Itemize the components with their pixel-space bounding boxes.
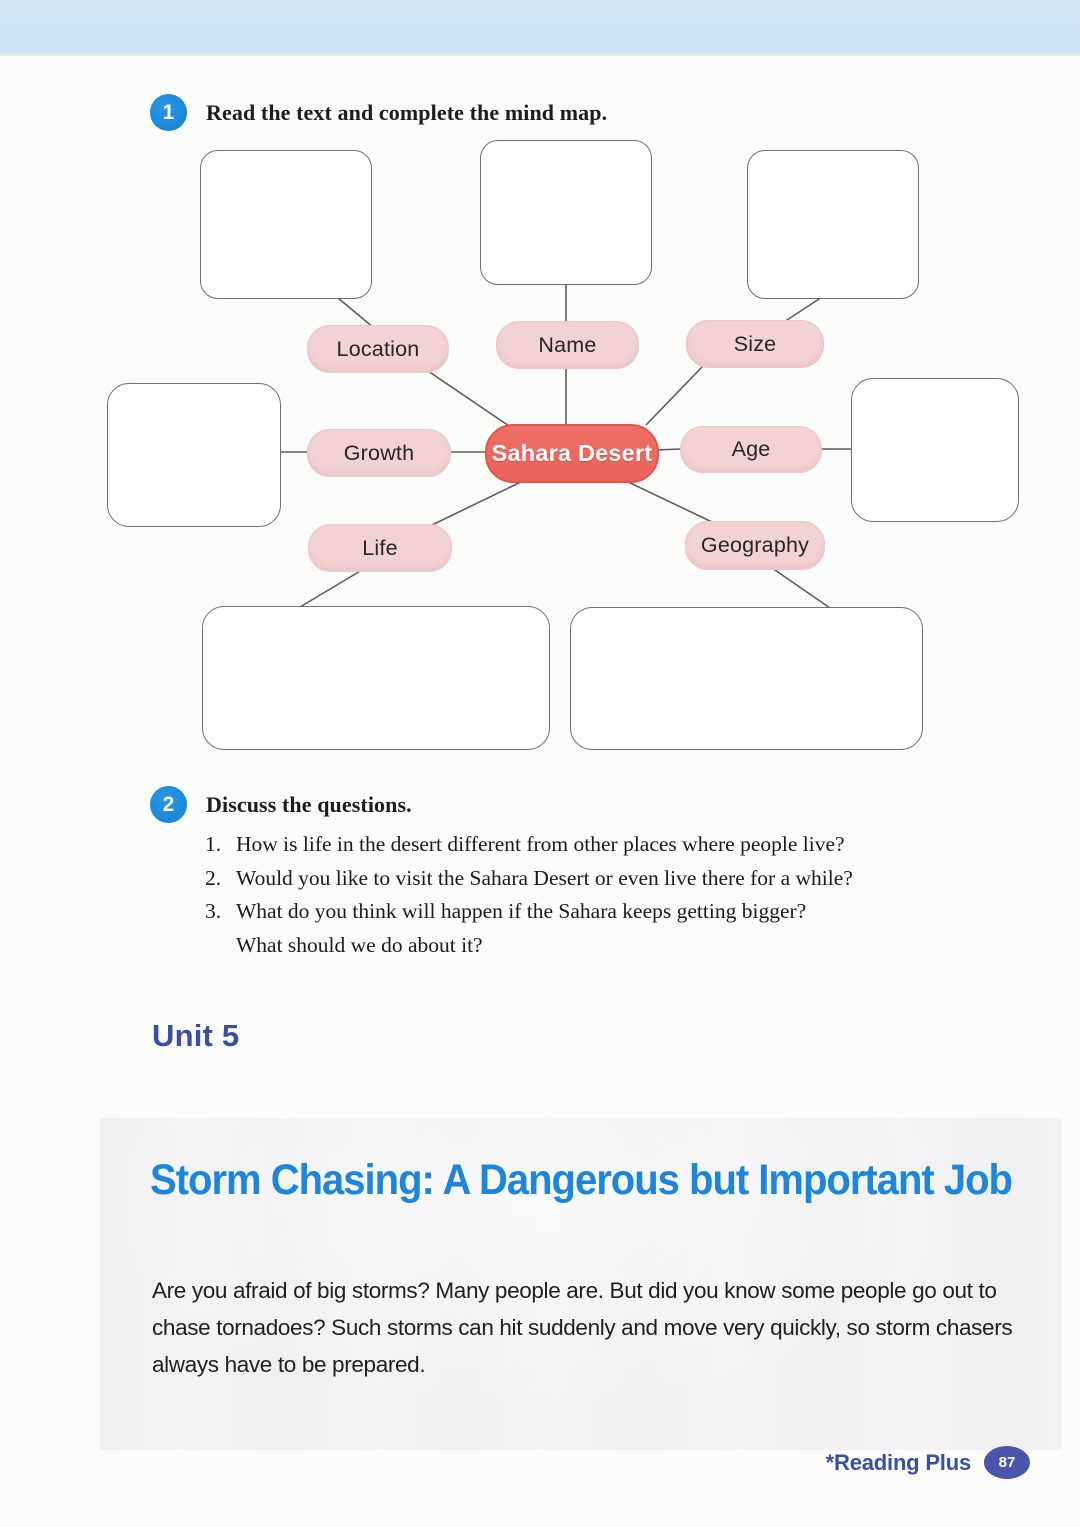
mindmap-branch-location: Location bbox=[307, 325, 449, 373]
footer-page-number-badge: 87 bbox=[984, 1446, 1030, 1479]
mindmap-answer-box-location bbox=[200, 150, 372, 299]
mindmap-branch-growth: Growth bbox=[307, 429, 451, 477]
question-number: 2. bbox=[205, 865, 222, 890]
mindmap-branch-name: Name bbox=[496, 321, 639, 369]
mindmap-branch-geography: Geography bbox=[685, 521, 825, 570]
mindmap-answer-box-name bbox=[480, 140, 652, 285]
mindmap-branch-life: Life bbox=[308, 524, 452, 572]
question-number: 3. bbox=[205, 899, 222, 923]
footer-series-label: *Reading Plus bbox=[825, 1449, 971, 1475]
article-title: Storm Chasing: A Dangerous but Important Job bbox=[150, 1156, 1012, 1204]
article-intro-paragraph: Are you afraid of big storms? Many people are. But did you know some people go out to chase tornadoes? Such storms can hit suddenly and move very quickly, so storm chasers always have to be prepared. bbox=[152, 1278, 1013, 1377]
question-number: 1. bbox=[205, 832, 222, 856]
question-item-2 bbox=[205, 862, 1005, 896]
top-banner bbox=[0, 0, 1080, 56]
question-text bbox=[236, 895, 1005, 962]
unit-heading: Unit 5 bbox=[152, 1018, 240, 1053]
mindmap-answer-box-growth bbox=[107, 383, 281, 527]
question-text-line2: What should we do about it? bbox=[236, 932, 483, 957]
question-item-1 bbox=[205, 828, 1005, 862]
exercise1-header bbox=[150, 94, 607, 131]
question-item-3 bbox=[205, 895, 1005, 962]
mindmap-answer-box-geography bbox=[570, 607, 923, 750]
question-text-line1: What do you think will happen if the Sahara keeps getting bigger? bbox=[236, 899, 807, 923]
mindmap-answer-box-age bbox=[851, 378, 1019, 522]
question-text: How is life in the desert different from other places where people live? bbox=[236, 832, 845, 856]
mindmap-answer-box-life bbox=[202, 606, 550, 750]
mindmap-center-node: Sahara Desert bbox=[485, 424, 659, 483]
exercise2-number-badge: 2 bbox=[150, 786, 187, 823]
exercise1-instruction: Read the text and complete the mind map. bbox=[206, 99, 608, 125]
exercise2-header bbox=[150, 786, 412, 823]
mindmap-branch-age: Age bbox=[680, 426, 822, 473]
question-text: Would you like to visit the Sahara Desert or even live there for a while? bbox=[236, 865, 853, 890]
exercise1-number-badge: 1 bbox=[150, 94, 187, 131]
mindmap-answer-box-size bbox=[747, 150, 919, 299]
exercise2-instruction: Discuss the questions. bbox=[206, 791, 412, 817]
discussion-questions-list bbox=[205, 828, 1005, 962]
mindmap-branch-size: Size bbox=[686, 320, 824, 368]
page-footer bbox=[0, 1446, 1030, 1479]
